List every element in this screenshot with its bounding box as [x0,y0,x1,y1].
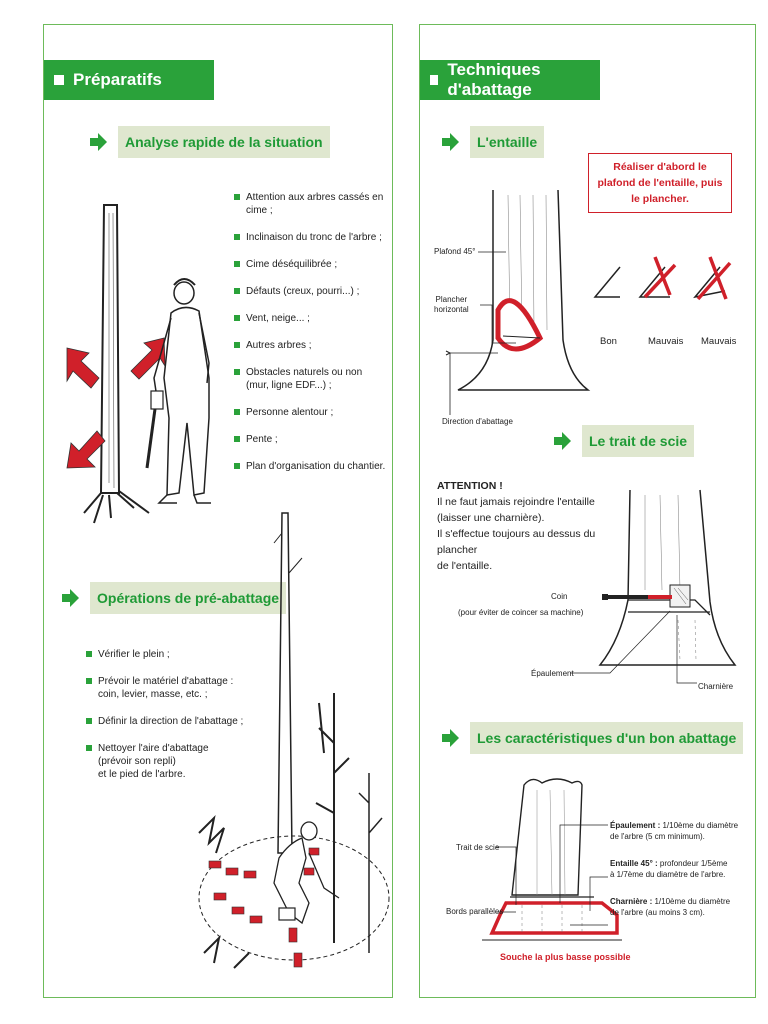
direction-arrow [442,353,502,417]
subheading-trait [552,425,694,457]
left-panel [43,24,393,998]
note-text: profondeur 1/5ème à 1/7ème du diamètre de l'arbre. [610,859,728,879]
attention-title: ATTENTION ! [437,480,503,492]
note-epaulement [610,820,752,842]
list-item: Plan d'organisation du chantier. [234,460,394,473]
arrow-right-icon [440,132,460,152]
stump-notes [610,820,752,918]
note-entaille [610,858,752,880]
label-charniere: Charnière [698,682,734,691]
label-plancher: Plancher horizontal [434,295,469,314]
tree-and-worker-illustration [59,203,229,533]
leader-line [677,615,699,687]
notch-examples [590,255,740,335]
note-term: Épaulement : [610,821,661,830]
note-charniere [610,896,752,918]
label-plafond: Plafond 45° [434,247,476,256]
band-title: Techniques d'abattage [447,60,541,99]
note-text: 1/10ème du diamètre de l'arbre (au moins 3 cm). [610,897,731,917]
arrow-right-icon [440,728,460,748]
subheading-label: Opérations de pré-abattage [90,582,286,614]
list-item: Vérifier le plein ; [86,648,256,661]
label-direction: Direction d'abattage [442,417,513,426]
arrow-right-icon [88,132,108,152]
arrow-right-icon [60,588,80,608]
attention-text: Il ne faut jamais rejoindre l'entaille (laisser une charnière). Il s'effectue toujours au dessus du plancher de l'entaille. [437,496,596,572]
note-term: Entaille 45° : [610,859,658,868]
section-band-techniques [420,60,600,100]
example-label-mauvais: Mauvais [648,336,684,347]
leader-lines [560,823,610,953]
subheading-caracteristiques [440,722,743,754]
leader-line [496,847,538,907]
example-label-mauvais: Mauvais [701,336,737,347]
label-epaulement: Épaulement [531,669,574,678]
list-item: Inclinaison du tronc de l'arbre ; [234,231,394,244]
analyse-list [234,191,394,473]
label-coin: Coin [551,592,568,601]
list-item: Personne alentour ; [234,406,394,419]
label-souche: Souche la plus basse possible [500,952,631,962]
subheading-entaille [440,126,544,158]
example-label-bon: Bon [600,336,617,347]
section-band-preparatifs [44,60,214,100]
leader-line [496,911,516,913]
label-bords: Bords parallèles [446,907,504,916]
leader-line [480,305,516,345]
list-item: Attention aux arbres cassés en cime ; [234,191,394,217]
list-item: Pente ; [234,433,394,446]
clearing-worker-illustration [194,513,394,983]
band-title: Préparatifs [73,70,162,89]
subheading-label: Le trait de scie [582,425,694,457]
list-item: Autres arbres ; [234,339,394,352]
note-text: 1/10ème du diamètre de l'arbre (5 cm minimum). [610,821,739,841]
leader-line [478,251,506,253]
label-coin-note: (pour éviter de coincer sa machine) [458,608,584,617]
square-bullet-icon [430,75,438,85]
list-item: Cime déséquilibrée ; [234,258,394,271]
subheading-analyse [88,126,330,158]
subheading-label: Les caractéristiques d'un bon abattage [470,722,743,754]
subheading-label: L'entaille [470,126,544,158]
label-trait: Trait de scie [456,843,500,852]
wedge-bar [602,591,682,603]
arrow-right-icon [552,431,572,451]
square-bullet-icon [54,75,64,85]
leader-line [570,611,680,675]
list-item: Prévoir le matériel d'abattage : coin, levier, masse, etc. ; [86,675,256,701]
subheading-label: Analyse rapide de la situation [118,126,330,158]
list-item: Vent, neige... ; [234,312,394,325]
right-panel [419,24,756,998]
list-item: Définir la direction de l'abattage ; [86,715,256,728]
note-term: Charnière : [610,897,653,906]
list-item: Nettoyer l'aire d'abattage (prévoir son repli) et le pied de l'arbre. [86,742,256,781]
list-item: Obstacles naturels ou non (mur, ligne EDF...) ; [234,366,394,392]
entaille-note-box: Réaliser d'abord le plafond de l'entaille, puis le plancher. [588,153,732,213]
list-item: Défauts (creux, pourri...) ; [234,285,394,298]
